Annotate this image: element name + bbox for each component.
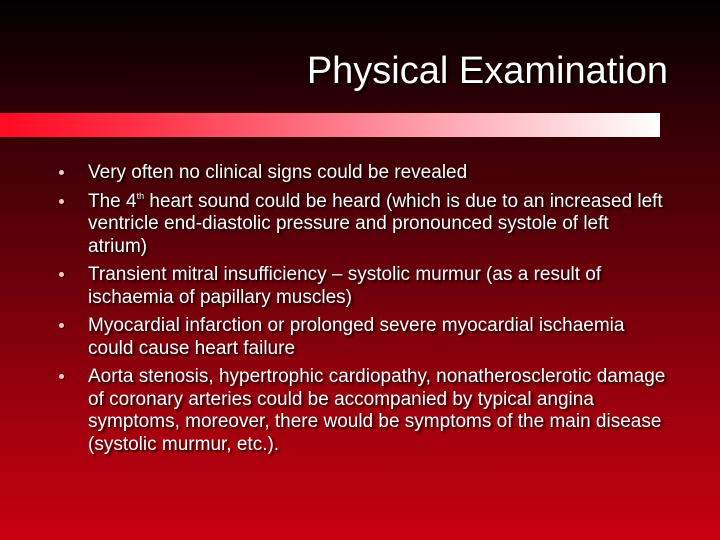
bullet-text-5: Aorta stenosis, hypertrophic cardiopathy, nonatherosclerotic damage of coronary arteries could be accompanied by typical angina symptoms, moreover, there would be symptoms of the main disease (systolic murmur, etc.). xyxy=(88,366,666,455)
bullet-item-3 xyxy=(57,264,667,309)
bullet-item-1 xyxy=(57,162,667,185)
bullet-dot-icon xyxy=(59,272,64,277)
bullet-text-2-end: heart sound could be heard (which is due to an increased left ventricle end-diastolic pressure and pronounced systole of left atrium) xyxy=(88,190,663,257)
bullet-dot-icon xyxy=(59,170,64,175)
bullet-item-5 xyxy=(57,366,667,456)
bullet-list xyxy=(57,162,667,462)
bullet-dot-icon xyxy=(59,374,64,379)
bullet-text-3: Transient mitral insufficiency – systolic murmur (as a result of ischaemia of papillary muscles) xyxy=(88,264,602,308)
bullet-item-2 xyxy=(57,191,667,259)
bullet-dot-icon xyxy=(59,199,64,204)
bullet-text-4: Myocardial infarction or prolonged severe myocardial ischaemia could cause heart failure xyxy=(88,315,625,359)
title-accent-bar xyxy=(0,113,660,137)
slide-title: Physical Examination xyxy=(306,50,668,92)
bullet-item-4 xyxy=(57,315,667,360)
bullet-text-1: Very often no clinical signs could be revealed xyxy=(88,162,468,183)
bullet-text-2-superscript: th xyxy=(136,190,145,201)
bullet-dot-icon xyxy=(59,323,64,328)
bullet-text-2-start: The 4 xyxy=(88,190,137,212)
